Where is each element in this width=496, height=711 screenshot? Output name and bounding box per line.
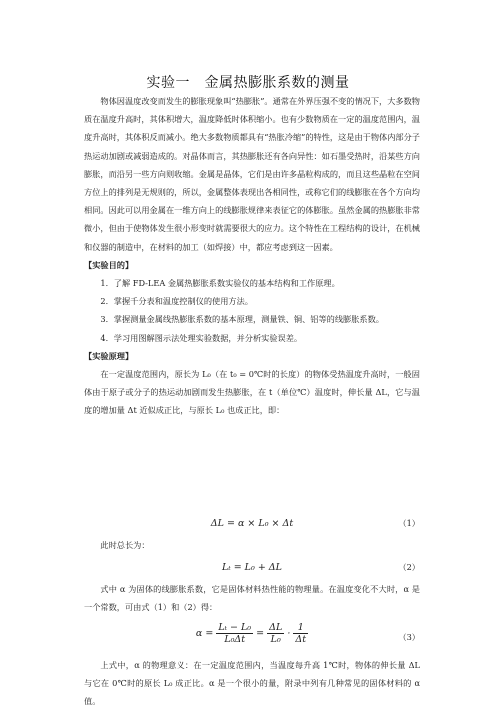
equation-3-formula [84, 622, 420, 645]
total-length-text-block [84, 536, 420, 554]
equation-2 [84, 558, 420, 580]
equation-3-fraction-2-numerator: ΔL [269, 622, 283, 633]
principle-paragraph-2: 式中 α 为固体的线膨胀系数，它是固体材料热性能的物理量。在温度变化不大时，α 是一个常数，可由式（1）和（2）得： [84, 584, 420, 613]
principle-heading: 【实验原理】 [84, 350, 134, 361]
principle-paragraph-1: 在一定温度范围内，原长为 L₀（在 t₀ = 0℃时的长度）的物体受热温度升高时，一般固体由于原子或分子的热运动加剧而发生热膨胀，在 t（单位℃）温度时，伸长量 ΔL，它与温度的增加量 Δt 近似成正比，与原长 L₀ 也成正比，即： [84, 369, 420, 416]
equation-1-formula: ΔL = α × L₀ × Δt [210, 518, 294, 529]
equation-3-dot: · [287, 628, 291, 639]
equation-3-fraction-3 [293, 622, 308, 645]
equation-3-equals: = [256, 628, 265, 639]
equation-2-number: （2） [398, 562, 420, 572]
equation-3-fraction-1 [216, 622, 253, 645]
principle-paragraph-3: 上式中，α 的物理意义：在一定温度范围内，当温度每升高 1℃时，物体的伸长量 ΔL 与它在 0℃时的原长 L₀ 成正比。α 是一个很小的量，附录中列有几种常见的固体材料的 α 值。 [84, 660, 420, 707]
purpose-item-1: 1．了解 FD-LEA 金属热膨胀系数实验仪的基本结构和工作原理。 [100, 278, 340, 289]
equation-3-fraction-2-denominator: L₀ [270, 634, 281, 645]
equation-3-number: （3） [398, 632, 420, 642]
purpose-heading: 【实验目的】 [84, 259, 134, 270]
equation-1 [84, 514, 420, 536]
equation-3-fraction-2 [267, 622, 284, 645]
intro-paragraph: 物体因温度改变而发生的膨胀现象叫“热膨胀”。通常在外界压强不变的情况下，大多数物质在温度升高时，其体积增大，温度降低时体积缩小。也有少数物质在一定的温度范围内，温度升高时，其体积反而减小。绝大多数物质都具有“热胀冷缩”的特性，这是由于物体内部分子热运动加剧或减弱造成的。对晶体而言，其热膨胀还有各向异性：如石墨受热时，沿某些方向膨胀，而沿另一些方向则收缩。金属是晶体，它们是由许多晶粒构成的，而且这些晶粒在空间方位上的排列是无规则的，所以，金属整体表现出各相同性，或称它们的线膨胀在各个方向均相同。因此可以用金属在一维方向上的线膨胀规律来表征它的体膨胀。虽然金属的热膨胀非常微小，但由于使物体发生很小形变时就需要很大的应力。这个特性在工程结构的设计，在机械和仪器的制造中，在材料的加工（如焊接）中，都应考虑到这一因素。 [84, 96, 420, 252]
total-length-text: 此时总长为： [100, 540, 150, 550]
equation-1-number: （1） [398, 518, 420, 528]
equation-3-lhs: α = [195, 628, 214, 639]
equation-3-fraction-3-numerator: 1 [293, 622, 308, 634]
equation-3-fraction-3-denominator: Δt [295, 634, 307, 645]
intro-section [84, 92, 420, 420]
principle-section-3 [84, 656, 420, 711]
principle-section-2 [84, 580, 420, 616]
document-title: 实验一 金属热膨胀系数的测量 [146, 75, 350, 91]
equation-3-fraction-1-denominator: L₀Δt [224, 634, 246, 645]
purpose-item-3: 3．掌握测量金属线热膨胀系数的基本原理，测量铁、铜、铝等的线膨胀系数。 [100, 314, 384, 325]
purpose-item-2: 2．掌握千分表和温度控制仪的使用方法。 [100, 296, 253, 307]
equation-3-fraction-1-numerator: Lₜ − L₀ [218, 622, 252, 633]
equation-2-formula: Lₜ = L₀ + ΔL [222, 562, 282, 573]
purpose-item-4: 4．学习用图解图示法处理实验数据，并分析实验误差。 [100, 332, 303, 343]
equation-3 [84, 620, 420, 654]
